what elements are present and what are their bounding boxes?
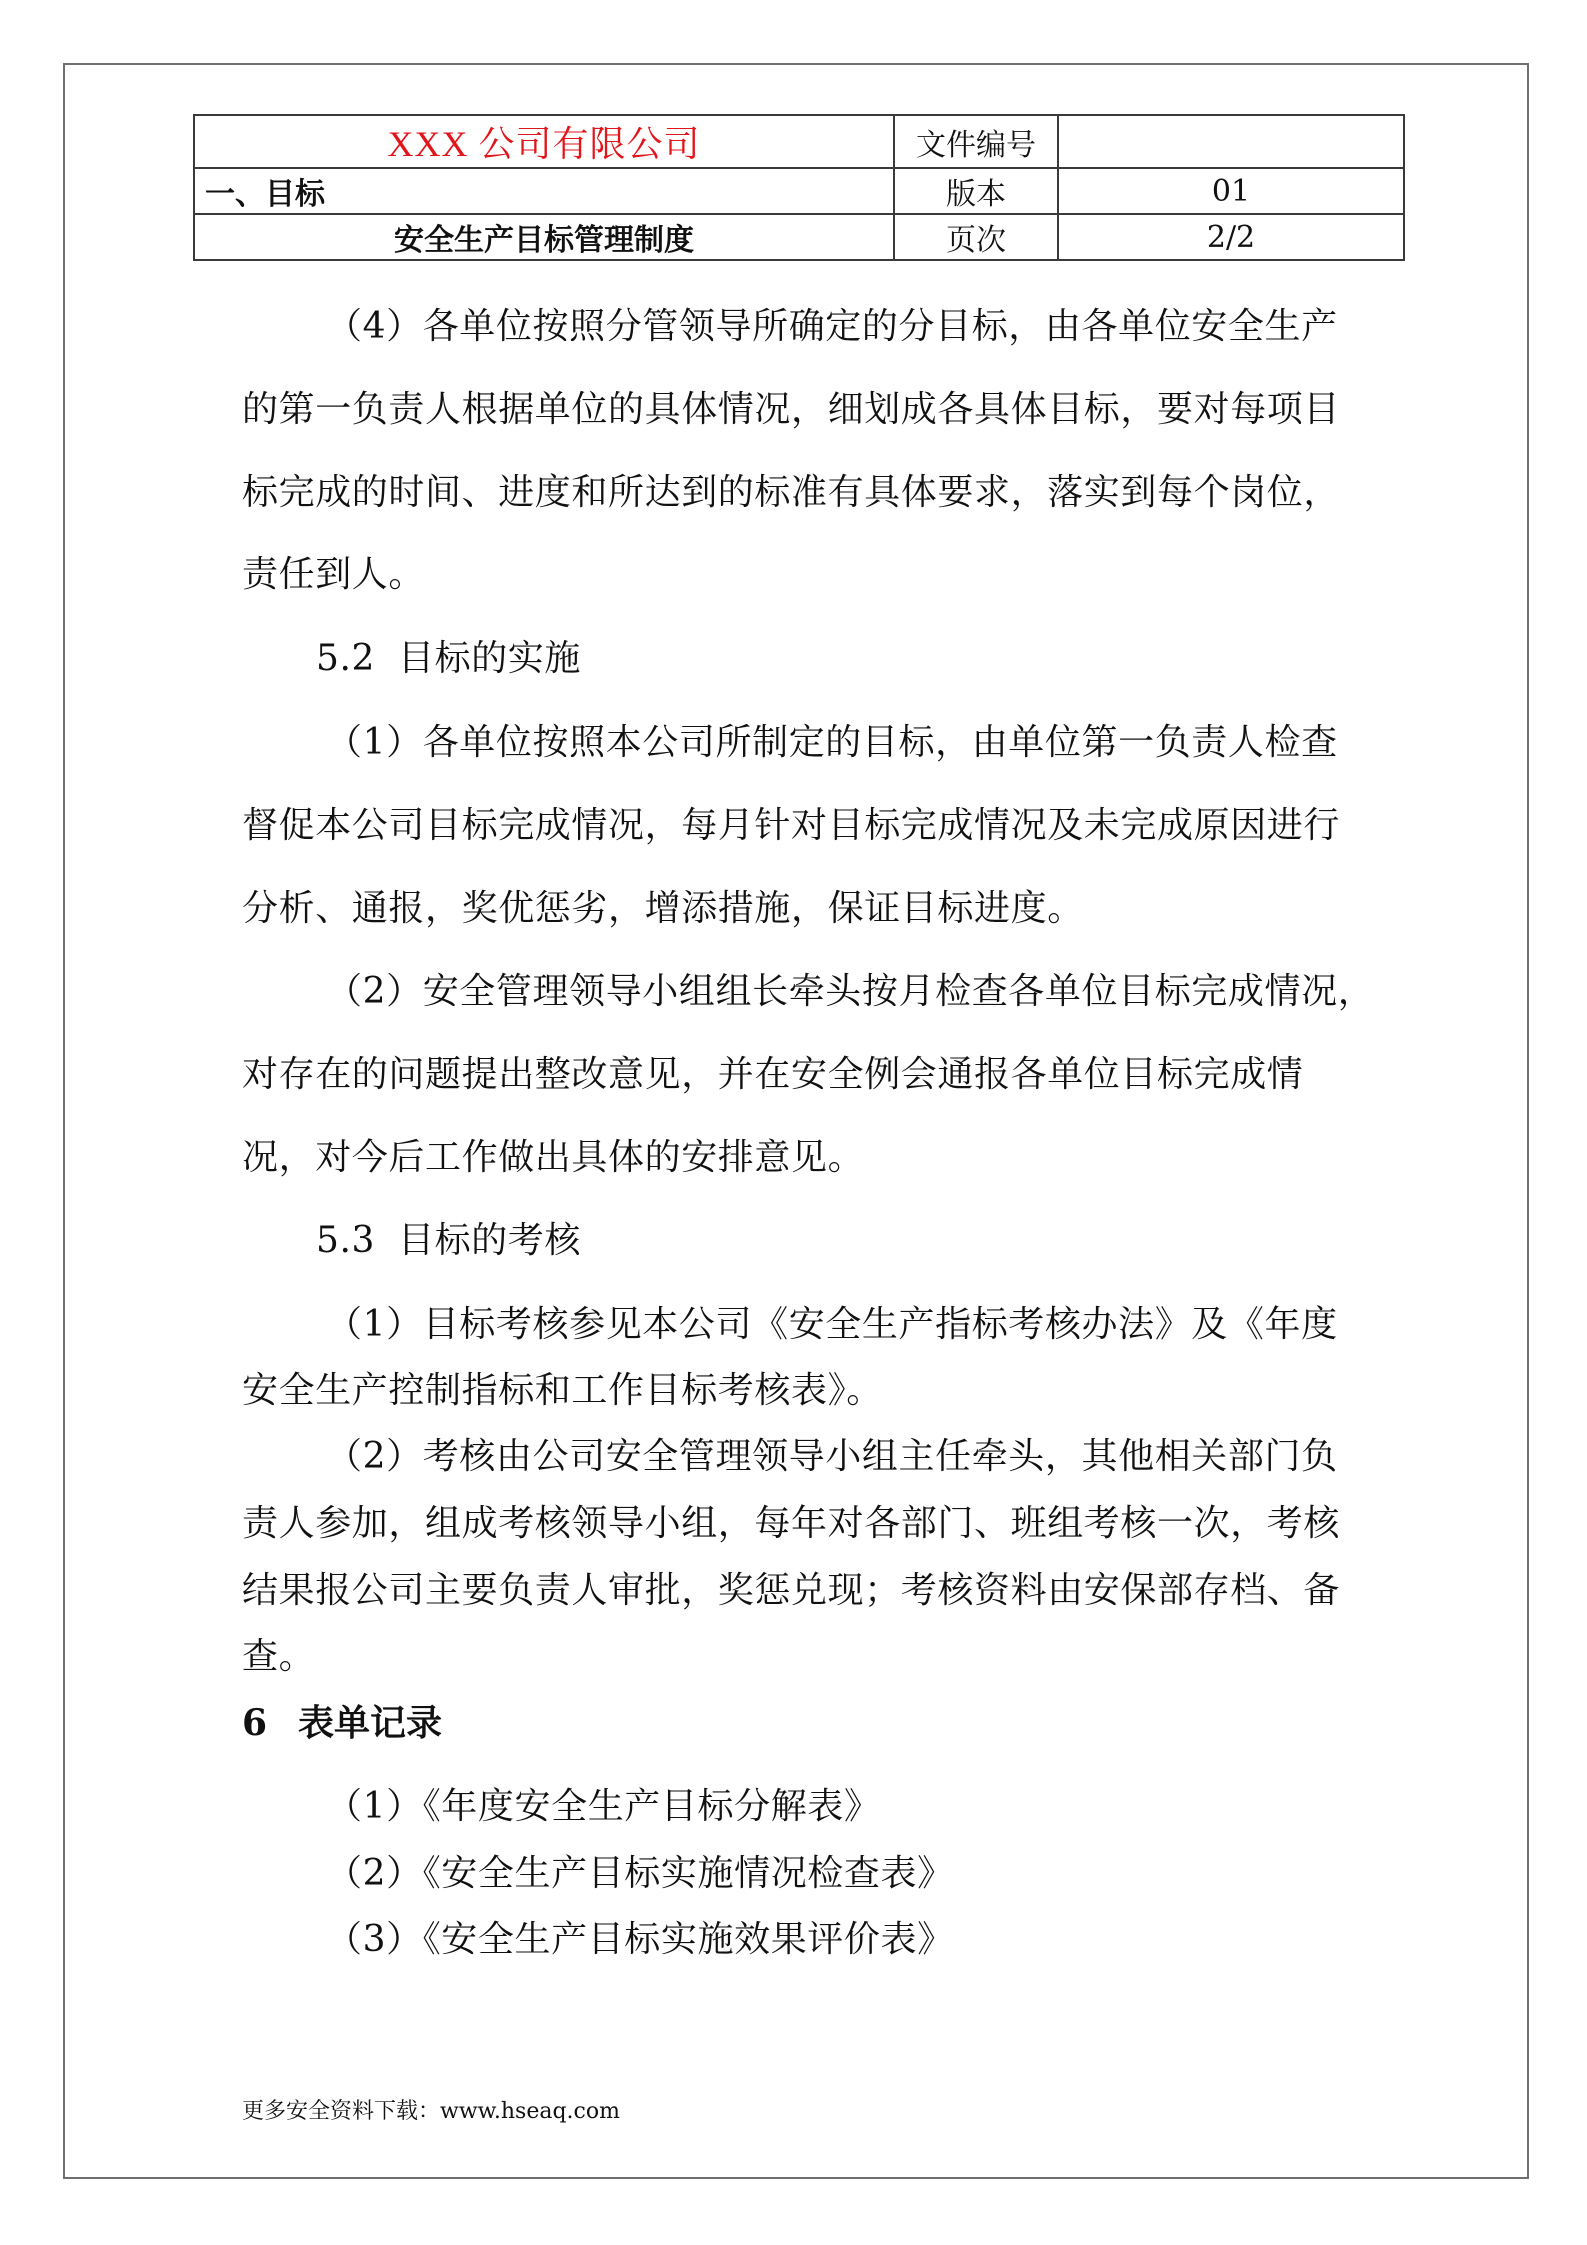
section-title: 目标的考核 xyxy=(398,1220,582,1261)
paragraph-line: （4）各单位按照分管领导所确定的分目标，由各单位安全生产 xyxy=(326,306,1338,347)
document-header-table xyxy=(193,114,1405,261)
paragraph-line: （1）目标考核参见本公司《安全生产指标考核办法》及《年度 xyxy=(326,1304,1338,1345)
paragraph-line: 的第一负责人根据单位的具体情况，细划成各具体目标，要对每项目 xyxy=(242,389,1341,430)
list-item: （1）《年度安全生产目标分解表》 xyxy=(326,1786,881,1827)
section-number: 6 xyxy=(242,1702,268,1744)
company-name: XXX 公司有限公司 xyxy=(194,115,894,168)
page-value: 2/2 xyxy=(1058,214,1404,260)
section-heading-5-2 xyxy=(316,630,581,681)
section-title: 目标的实施 xyxy=(398,638,582,679)
doc-number-value xyxy=(1058,115,1404,168)
list-item: （3）《安全生产目标实施效果评价表》 xyxy=(326,1919,954,1960)
footer-download-link[interactable]: 更多安全资料下载：www.hseaq.com xyxy=(242,2099,620,2124)
section-number: 5.3 xyxy=(316,1220,376,1261)
paragraph-line: （2）安全管理领导小组组长牵头按月检查各单位目标完成情况， xyxy=(326,971,1375,1012)
paragraph-line: 结果报公司主要负责人审批，奖惩兑现；考核资料由安保部存档、备 xyxy=(242,1570,1341,1611)
paragraph-line: 查。 xyxy=(242,1636,316,1677)
paragraph-line: 责任到人。 xyxy=(242,554,426,595)
list-item: （2）《安全生产目标实施情况检查表》 xyxy=(326,1853,954,1894)
section-title: 表单记录 xyxy=(298,1702,443,1744)
paragraph-line: 责人参加，组成考核领导小组，每年对各部门、班组考核一次，考核 xyxy=(242,1503,1341,1544)
paragraph-line: （2）考核由公司安全管理领导小组主任牵头，其他相关部门负 xyxy=(326,1436,1338,1477)
doc-number-label: 文件编号 xyxy=(894,115,1058,168)
section-number: 5.2 xyxy=(316,638,376,679)
section-heading-5-3 xyxy=(316,1212,581,1263)
paragraph-line: 督促本公司目标完成情况，每月针对目标完成情况及未完成原因进行 xyxy=(242,805,1341,846)
document-title: 安全生产目标管理制度 xyxy=(194,214,894,260)
paragraph-line: 对存在的问题提出整改意见，并在安全例会通报各单位目标完成情 xyxy=(242,1054,1304,1095)
paragraph-line: 标完成的时间、进度和所达到的标准有具体要求，落实到每个岗位， xyxy=(242,472,1341,513)
paragraph-line: （1）各单位按照本公司所制定的目标，由单位第一负责人检查 xyxy=(326,722,1338,763)
paragraph-line: 安全生产控制指标和工作目标考核表》。 xyxy=(242,1370,883,1411)
section-label: 一、目标 xyxy=(194,168,894,214)
section-heading-6 xyxy=(242,1695,442,1746)
paragraph-line: 况，对今后工作做出具体的安排意见。 xyxy=(242,1137,865,1178)
page-label: 页次 xyxy=(894,214,1058,260)
paragraph-line: 分析、通报，奖优惩劣，增添措施，保证目标进度。 xyxy=(242,888,1084,929)
version-value: 01 xyxy=(1058,168,1404,214)
version-label: 版本 xyxy=(894,168,1058,214)
